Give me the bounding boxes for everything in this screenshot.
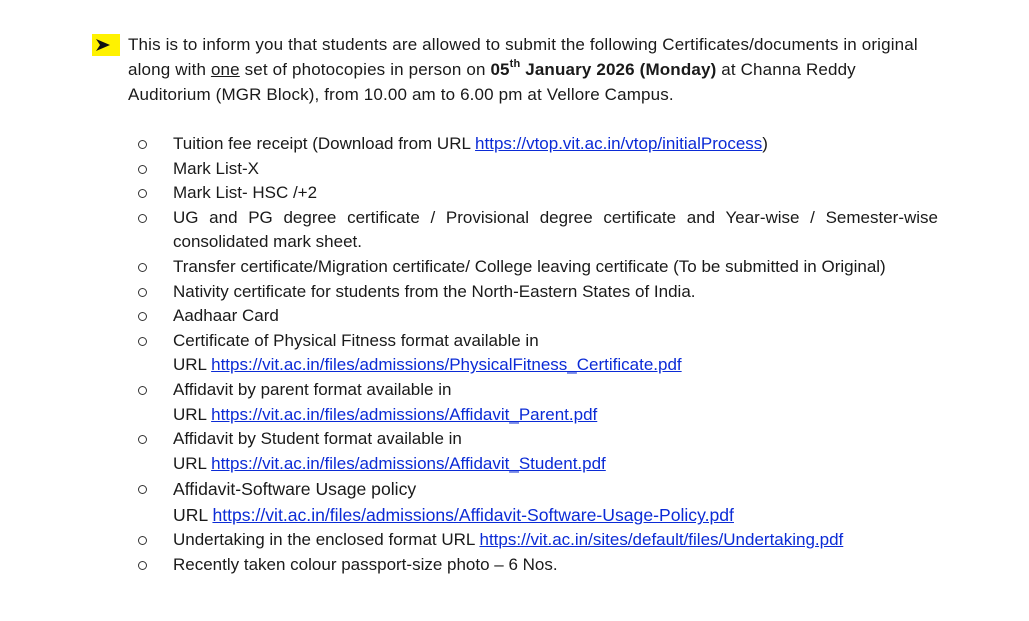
hollow-circle-icon <box>138 536 147 545</box>
intro-paragraph <box>92 32 942 107</box>
hollow-circle-icon <box>138 386 147 395</box>
list-item: Transfer certificate/Migration certificate/ College leaving certificate (To be submitted in Original) <box>138 255 938 280</box>
hollow-circle-icon <box>138 189 147 198</box>
list-item: Aadhaar Card <box>138 304 938 329</box>
list-item: Undertaking in the enclosed format URL https://vit.ac.in/sites/default/files/Undertaking.pdf <box>138 528 938 553</box>
hollow-circle-icon <box>138 312 147 321</box>
hollow-circle-icon <box>138 165 147 174</box>
list-item: Mark List-X <box>138 157 938 182</box>
affidavit-student-link[interactable]: https://vit.ac.in/files/admissions/Affidavit_Student.pdf <box>211 453 606 473</box>
underlined-word: one <box>210 60 240 79</box>
list-item: Affidavit by Student format available in URL https://vit.ac.in/files/admissions/Affidavit_Student.pdf <box>138 427 938 476</box>
hollow-circle-icon <box>138 263 147 272</box>
hollow-circle-icon <box>138 561 147 570</box>
list-item: Mark List- HSC /+2 <box>138 181 938 206</box>
list-item: Affidavit by parent format available in URL https://vit.ac.in/files/admissions/Affidavit_Parent.pdf <box>138 378 938 427</box>
hollow-circle-icon <box>138 140 147 149</box>
arrowhead-icon <box>92 34 120 56</box>
list-item: Nativity certificate for students from the North-Eastern States of India. <box>138 280 938 305</box>
hollow-circle-icon <box>138 337 147 346</box>
documents-list <box>138 132 938 578</box>
hollow-circle-icon <box>138 214 147 223</box>
list-item: UG and PG degree certificate / Provisional degree certificate and Year-wise / Semester-wise consolidated mark sheet. <box>138 206 938 255</box>
affidavit-parent-link[interactable]: https://vit.ac.in/files/admissions/Affidavit_Parent.pdf <box>211 404 598 424</box>
list-item: Certificate of Physical Fitness format available in URL https://vit.ac.in/files/admissions/PhysicalFitness_Certificate.pdf <box>138 329 938 378</box>
hollow-circle-icon <box>138 485 147 494</box>
list-item: Recently taken colour passport-size photo – 6 Nos. <box>138 553 938 578</box>
list-item: Affidavit-Software Usage policy URL https://vit.ac.in/files/admissions/Affidavit-Software-Usage-Policy.pdf <box>138 476 938 528</box>
affidavit-software-policy-link[interactable]: https://vit.ac.in/files/admissions/Affidavit-Software-Usage-Policy.pdf <box>212 505 734 526</box>
undertaking-link[interactable]: https://vit.ac.in/sites/default/files/Undertaking.pdf <box>479 530 844 550</box>
submission-date: 05th January 2026 (Monday) <box>490 58 717 79</box>
hollow-circle-icon <box>138 288 147 297</box>
physical-fitness-link[interactable]: https://vit.ac.in/files/admissions/PhysicalFitness_Certificate.pdf <box>211 355 682 375</box>
list-item: Tuition fee receipt (Download from URL https://vtop.vit.ac.in/vtop/initialProcess) <box>138 132 938 157</box>
tuition-fee-link[interactable]: https://vtop.vit.ac.in/vtop/initialProcess <box>475 134 763 153</box>
intro-text: This is to inform you that students are allowed to submit the following Certificates/documents in original along with one set of photocopies in person on 05th January 2026 (Monday) at Channa Reddy Auditorium (MGR Block), from 10.00 am to 6.00 pm at Vellore Campus. <box>128 35 918 104</box>
hollow-circle-icon <box>138 435 147 444</box>
